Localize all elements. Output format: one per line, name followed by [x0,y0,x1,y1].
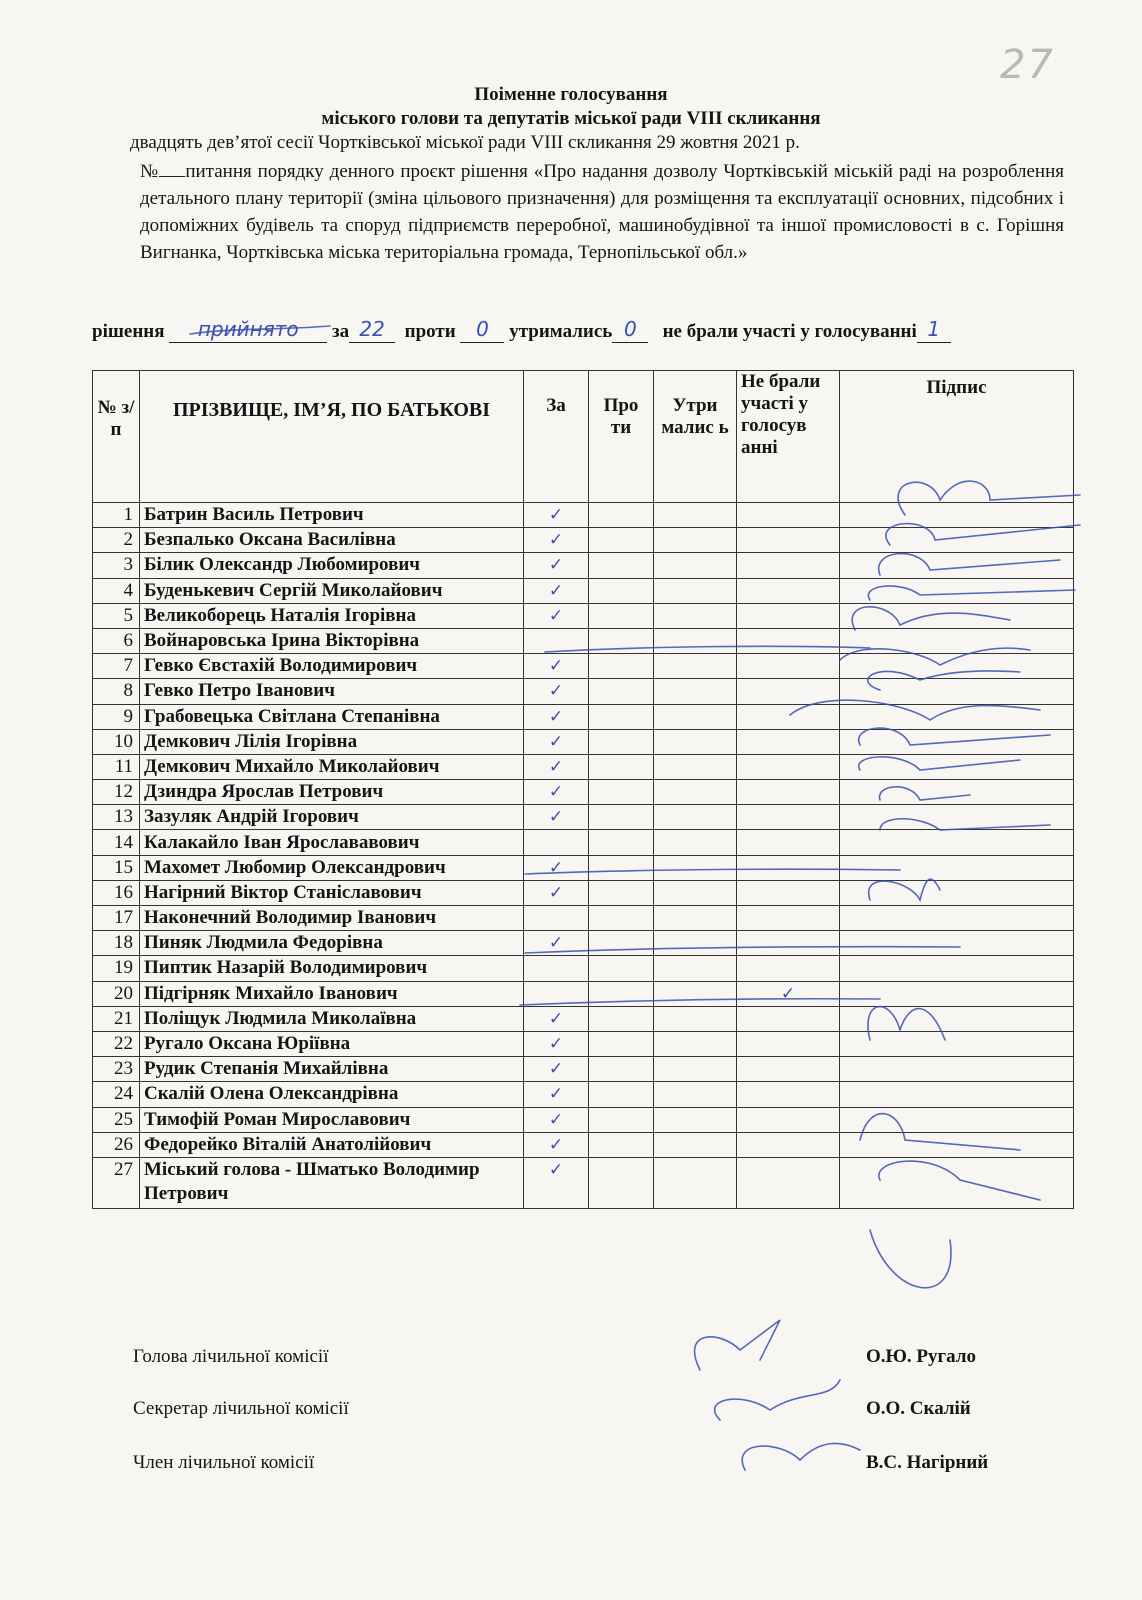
vote-cell-against [589,553,654,578]
vote-cell-against [589,1157,654,1208]
vote-cell-for: ✓ [524,528,589,553]
signature-cell [840,1082,1074,1107]
signature-cell [840,553,1074,578]
vote-cell-not-voted [737,729,840,754]
deputy-name: Нагірний Віктор Станіславович [140,880,524,905]
table-row [93,679,1074,704]
row-number: 19 [93,956,140,981]
vote-cell-not-voted [737,679,840,704]
signature-cell [840,1057,1074,1082]
deputy-name: Батрин Василь Петрович [140,503,524,528]
vote-cell-for: ✓ [524,1107,589,1132]
decision-line [92,317,1072,343]
deputy-name: Поліщук Людмила Миколаївна [140,1006,524,1031]
vote-cell-for: ✓ [524,729,589,754]
deputy-name: Підгірняк Михайло Іванович [140,981,524,1006]
vote-cell-against [589,956,654,981]
vote-cell-not-voted [737,1006,840,1031]
deputy-name: Білик Олександр Любомирович [140,553,524,578]
table-row [93,754,1074,779]
row-number: 21 [93,1006,140,1031]
vote-cell-against [589,1082,654,1107]
vote-cell-against [589,780,654,805]
deputy-name: Великоборець Наталія Ігорівна [140,603,524,628]
vote-cell-for: ✓ [524,1132,589,1157]
decision-value: прийнято [197,317,299,341]
vote-cell-not-voted [737,553,840,578]
table-row [93,906,1074,931]
vote-cell-against [589,880,654,905]
row-number: 7 [93,654,140,679]
table-row [93,553,1074,578]
vote-cell-for [524,628,589,653]
row-number: 16 [93,880,140,905]
for-label: за [332,321,350,342]
vote-cell-abstained [654,628,737,653]
deputy-name: Скалій Олена Олександрівна [140,1082,524,1107]
vote-cell-abstained [654,603,737,628]
header-not-voted: Не брали участі у голосув анні [737,371,840,503]
table-row [93,830,1074,855]
table-row [93,805,1074,830]
table-row [93,1031,1074,1056]
vote-cell-not-voted [737,1132,840,1157]
vote-cell-for: ✓ [524,754,589,779]
deputy-name: Пиптик Назарій Володимирович [140,956,524,981]
vote-cell-not-voted [737,1031,840,1056]
deputy-name: Грабовецька Світлана Степанівна [140,704,524,729]
deputy-name: Наконечний Володимир Іванович [140,906,524,931]
deputy-name: Пиняк Людмила Федорівна [140,931,524,956]
vote-cell-not-voted [737,503,840,528]
signature-cell [840,855,1074,880]
chair-signature [695,1320,780,1370]
signature-cell [840,880,1074,905]
vote-cell-against [589,830,654,855]
signature-cell [840,654,1074,679]
abstained-count: 0 [623,317,637,341]
for-count: 22 [359,317,385,341]
secretary-role: Секретар лічильної комісії [133,1398,349,1419]
vote-cell-for: ✓ [524,503,589,528]
vote-cell-for: ✓ [524,654,589,679]
table-row [93,780,1074,805]
row-number: 13 [93,805,140,830]
vote-cell-not-voted [737,754,840,779]
vote-cell-against [589,931,654,956]
vote-cell-not-voted [737,704,840,729]
row-number: 17 [93,906,140,931]
vote-cell-against [589,603,654,628]
vote-cell-abstained [654,906,737,931]
vote-cell-for: ✓ [524,1057,589,1082]
vote-cell-not-voted [737,628,840,653]
vote-cell-not-voted: ✓ [737,981,840,1006]
row-number: 18 [93,931,140,956]
vote-cell-abstained [654,704,737,729]
vote-cell-against [589,628,654,653]
signature-cell [840,503,1074,528]
row-number: 24 [93,1082,140,1107]
vote-cell-abstained [654,754,737,779]
signature-cell [840,780,1074,805]
vote-cell-for: ✓ [524,780,589,805]
vote-cell-not-voted [737,880,840,905]
row-number: 22 [93,1031,140,1056]
table-row [93,528,1074,553]
against-count-field [460,317,504,343]
vote-cell-against [589,679,654,704]
header-against: Про ти [589,371,654,503]
vote-cell-abstained [654,855,737,880]
deputy-name: Гевко Петро Іванович [140,679,524,704]
vote-cell-abstained [654,528,737,553]
agenda-question [140,158,1064,266]
vote-cell-abstained [654,780,737,805]
vote-cell-not-voted [737,780,840,805]
signature-cell [840,1031,1074,1056]
header-signature: Підпис [840,371,1074,503]
deputy-name: Ругало Оксана Юріївна [140,1031,524,1056]
vote-cell-against [589,1107,654,1132]
signature-cell [840,679,1074,704]
secretary-signature [715,1380,840,1420]
vote-cell-for: ✓ [524,679,589,704]
row-number: 11 [93,754,140,779]
vote-cell-against [589,906,654,931]
row-number: 8 [93,679,140,704]
deputy-name: Махомет Любомир Олександрович [140,855,524,880]
vote-cell-abstained [654,880,737,905]
vote-cell-not-voted [737,1057,840,1082]
row-number: 25 [93,1107,140,1132]
signature-cell [840,830,1074,855]
vote-cell-for: ✓ [524,603,589,628]
signature-cell [840,603,1074,628]
vote-cell-abstained [654,729,737,754]
deputy-name: Дзиндра Ярослав Петрович [140,780,524,805]
row-number: 4 [93,578,140,603]
not-voted-count: 1 [927,317,941,341]
vote-cell-abstained [654,1132,737,1157]
vote-cell-not-voted [737,528,840,553]
vote-cell-against [589,981,654,1006]
vote-cell-not-voted [737,906,840,931]
question-number-label: № [140,161,160,182]
vote-cell-not-voted [737,1082,840,1107]
chair-name: О.Ю. Ругало [866,1346,976,1367]
table-row [93,628,1074,653]
vote-cell-abstained [654,654,737,679]
vote-cell-for: ✓ [524,1006,589,1031]
vote-cell-abstained [654,503,737,528]
row-number: 6 [93,628,140,653]
row-number: 14 [93,830,140,855]
vote-cell-against [589,1006,654,1031]
row-number: 9 [93,704,140,729]
deputy-name: Буденькевич Сергій Миколайович [140,578,524,603]
vote-cell-against [589,578,654,603]
vote-cell-for: ✓ [524,1157,589,1208]
signature-cell [840,628,1074,653]
table-row [93,578,1074,603]
vote-cell-for: ✓ [524,578,589,603]
signature-cell [840,704,1074,729]
row-number: 5 [93,603,140,628]
signature-cell [840,1006,1074,1031]
vote-cell-abstained [654,1157,737,1208]
vote-cell-abstained [654,1082,737,1107]
vote-cell-not-voted [737,830,840,855]
question-text: питання порядку денного проєкт рішення «Про надання дозволу Чортківській міській раді на розроблення детального плану території (зміна цільового призначення) для розміщення та експлуатації основних, підсобних і допоміжних будівель та споруд підприємств переробної, машинобудівної та іншої промисловості в с. Горішня Вигнанка, Чортківська міська територіальна громада, Тернопільської обл.» [140,161,1064,263]
header-num: № з/п [93,371,140,503]
vote-cell-not-voted [737,654,840,679]
vote-table-header [93,371,1074,503]
vote-cell-for: ✓ [524,1082,589,1107]
vote-cell-abstained [654,1107,737,1132]
header-for: За [524,371,589,503]
vote-cell-not-voted [737,805,840,830]
vote-cell-not-voted [737,956,840,981]
row-number: 3 [93,553,140,578]
vote-cell-for: ✓ [524,553,589,578]
table-row [93,880,1074,905]
table-row [93,1132,1074,1157]
not-voted-label: не брали участі у голосуванні [662,321,917,342]
deputy-name: Зазуляк Андрій Ігорович [140,805,524,830]
row-number: 27 [93,1157,140,1208]
table-row [93,503,1074,528]
row-number: 15 [93,855,140,880]
table-row [93,981,1074,1006]
row-number: 2 [93,528,140,553]
vote-cell-not-voted [737,1157,840,1208]
deputy-name: Демкович Михайло Миколайович [140,754,524,779]
vote-cell-for: ✓ [524,855,589,880]
row-number: 10 [93,729,140,754]
vote-cell-for: ✓ [524,931,589,956]
session-line: двадцять дев’ятої сесії Чортківської міської ради VIII скликання 29 жовтня 2021 р. [130,132,800,153]
vote-cell-for [524,956,589,981]
signature-cell [840,528,1074,553]
deputy-name: Рудик Степанія Михайлівна [140,1057,524,1082]
signature-cell [840,578,1074,603]
abstained-label: утримались [509,321,613,342]
vote-cell-for: ✓ [524,1031,589,1056]
vote-cell-not-voted [737,855,840,880]
member-role: Член лічильної комісії [133,1452,315,1473]
vote-cell-against [589,805,654,830]
decision-value-field [169,317,327,343]
table-row [93,1006,1074,1031]
signature-cell [840,1157,1074,1208]
table-row [93,931,1074,956]
signature-cell [840,805,1074,830]
deputy-name: Міський голова - Шматько Володимир Петрович [140,1157,524,1208]
table-row [93,1082,1074,1107]
document-title: Поіменне голосування [474,84,668,105]
signature-cell [840,956,1074,981]
vote-table [92,370,1074,1209]
table-row [93,1107,1074,1132]
document-subtitle: міського голови та депутатів міської ради VIII скликання [321,108,821,129]
vote-cell-for: ✓ [524,880,589,905]
table-row [93,956,1074,981]
member-name: В.С. Нагірний [866,1452,989,1473]
deputy-name: Тимофій Роман Мирославович [140,1107,524,1132]
not-voted-count-field [917,317,951,343]
decision-label: рішення [92,321,165,342]
table-row [93,1157,1074,1208]
vote-cell-for [524,830,589,855]
signature-cell [840,1132,1074,1157]
deputy-name: Федорейко Віталій Анатолійович [140,1132,524,1157]
vote-cell-abstained [654,981,737,1006]
vote-cell-not-voted [737,931,840,956]
signature-cell [840,906,1074,931]
header-abstained: Утри малис ь [654,371,737,503]
vote-cell-against [589,528,654,553]
vote-cell-abstained [654,1031,737,1056]
vote-cell-abstained [654,830,737,855]
against-label: проти [404,321,456,342]
signature-scribble-17 [870,1230,951,1288]
vote-cell-against [589,855,654,880]
deputy-name: Демкович Лілія Ігорівна [140,729,524,754]
vote-cell-abstained [654,679,737,704]
row-number: 12 [93,780,140,805]
member-signature [742,1443,860,1470]
vote-cell-not-voted [737,1107,840,1132]
question-number-blank [159,160,185,177]
deputy-name: Войнаровська Ірина Вікторівна [140,628,524,653]
deputy-name: Калакайло Іван Ярослававович [140,830,524,855]
vote-cell-abstained [654,1006,737,1031]
table-row [93,603,1074,628]
vote-cell-not-voted [737,578,840,603]
vote-cell-abstained [654,805,737,830]
vote-cell-against [589,1132,654,1157]
table-row [93,855,1074,880]
deputy-name: Безпалько Оксана Василівна [140,528,524,553]
vote-cell-for [524,981,589,1006]
row-number: 23 [93,1057,140,1082]
vote-cell-against [589,503,654,528]
vote-cell-for: ✓ [524,704,589,729]
page-number: 27 [1000,42,1055,88]
vote-cell-not-voted [737,603,840,628]
vote-cell-abstained [654,578,737,603]
vote-cell-against [589,1031,654,1056]
header-name: ПРІЗВИЩЕ, ІМ’Я, ПО БАТЬКОВІ [140,371,524,503]
vote-cell-abstained [654,553,737,578]
chair-role: Голова лічильної комісії [133,1346,329,1367]
vote-cell-against [589,1057,654,1082]
vote-cell-against [589,654,654,679]
signature-cell [840,754,1074,779]
table-row [93,704,1074,729]
table-row [93,729,1074,754]
vote-cell-against [589,704,654,729]
vote-cell-abstained [654,1057,737,1082]
row-number: 26 [93,1132,140,1157]
table-row [93,654,1074,679]
vote-cell-for: ✓ [524,805,589,830]
signature-cell [840,1107,1074,1132]
table-row [93,1057,1074,1082]
abstained-count-field [612,317,648,343]
vote-cell-abstained [654,931,737,956]
row-number: 20 [93,981,140,1006]
secretary-name: О.О. Скалій [866,1398,971,1419]
signature-cell [840,981,1074,1006]
vote-cell-against [589,754,654,779]
for-count-field [349,317,395,343]
vote-cell-against [589,729,654,754]
row-number: 1 [93,503,140,528]
deputy-name: Гевко Євстахій Володимирович [140,654,524,679]
against-count: 0 [476,317,489,341]
signature-cell [840,931,1074,956]
signature-cell [840,729,1074,754]
vote-cell-for [524,906,589,931]
vote-cell-abstained [654,956,737,981]
